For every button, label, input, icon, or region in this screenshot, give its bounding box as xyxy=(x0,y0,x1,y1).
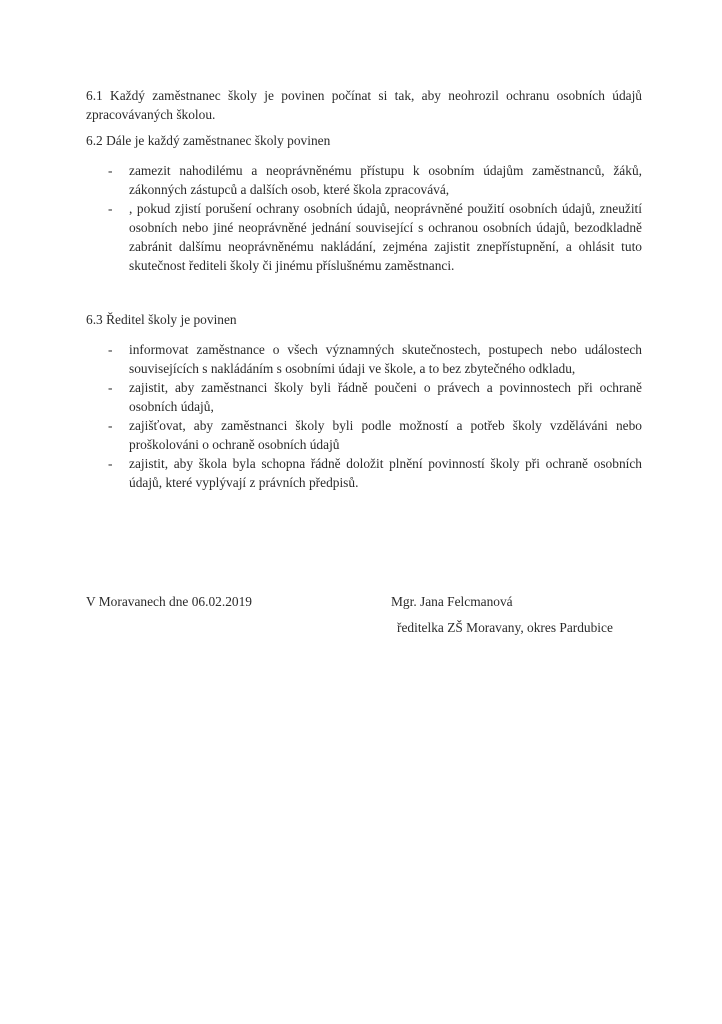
list-dash: - xyxy=(108,456,113,471)
section-6-3-list xyxy=(86,340,642,492)
section-6-1-paragraph: 6.1 Každý zaměstnanec školy je povinen počínat si tak, aby neohrozil ochranu osobních údajů zpracovávaných školou. xyxy=(86,88,642,122)
list-item xyxy=(86,340,642,378)
list-dash: - xyxy=(108,380,113,395)
signatory-name: Mgr. Jana Felcmanová xyxy=(391,594,513,609)
signatory-title: ředitelka ZŠ Moravany, okres Pardubice xyxy=(397,620,613,635)
list-dash: - xyxy=(108,163,113,178)
section-6-2-list xyxy=(86,161,642,275)
list-item-text: zajistit, aby škola byla schopna řádně doložit plnění povinností školy při ochraně osobních údajů, které vyplývají z právních předpisů. xyxy=(129,456,642,490)
section-6-3-heading: 6.3 Ředitel školy je povinen xyxy=(86,312,237,327)
list-item-text: , pokud zjistí porušení ochrany osobních údajů, neoprávněné použití osobních údajů, zneužití osobních nebo jiné neoprávněné jednání související s ochranou osobních údajů, bezodkladně zabránit dalšímu neoprávněnému nakládání, zejména zajistit znepřístupnění, a ohlásit tuto skutečnost řediteli školy či jinému příslušnému zaměstnanci. xyxy=(129,201,642,273)
list-item xyxy=(86,199,642,275)
list-item xyxy=(86,161,642,199)
list-item xyxy=(86,416,642,454)
list-item-text: informovat zaměstnance o všech významných skutečnostech, postupech nebo událostech souvisejících s nakládáním s osobními údaji ve škole, a to bez zbytečného odkladu, xyxy=(129,342,642,376)
list-item-text: zajišťovat, aby zaměstnanci školy byli podle možností a potřeb školy vzděláváni nebo proškolováni o ochraně osobních údajů xyxy=(129,418,642,452)
list-item xyxy=(86,454,642,492)
list-dash: - xyxy=(108,418,113,433)
list-dash: - xyxy=(108,342,113,357)
list-item-text: zamezit nahodilému a neoprávněnému přístupu k osobním údajům zaměstnanců, žáků, zákonných zástupců a dalších osob, které škola zpracovává, xyxy=(129,163,642,197)
list-item-text: zajistit, aby zaměstnanci školy byli řádně poučeni o právech a povinnostech při ochraně osobních údajů, xyxy=(129,380,642,414)
place-and-date: V Moravanech dne 06.02.2019 xyxy=(86,594,252,609)
list-item xyxy=(86,378,642,416)
section-6-2-heading: 6.2 Dále je každý zaměstnanec školy povinen xyxy=(86,133,331,148)
list-dash: - xyxy=(108,201,113,216)
